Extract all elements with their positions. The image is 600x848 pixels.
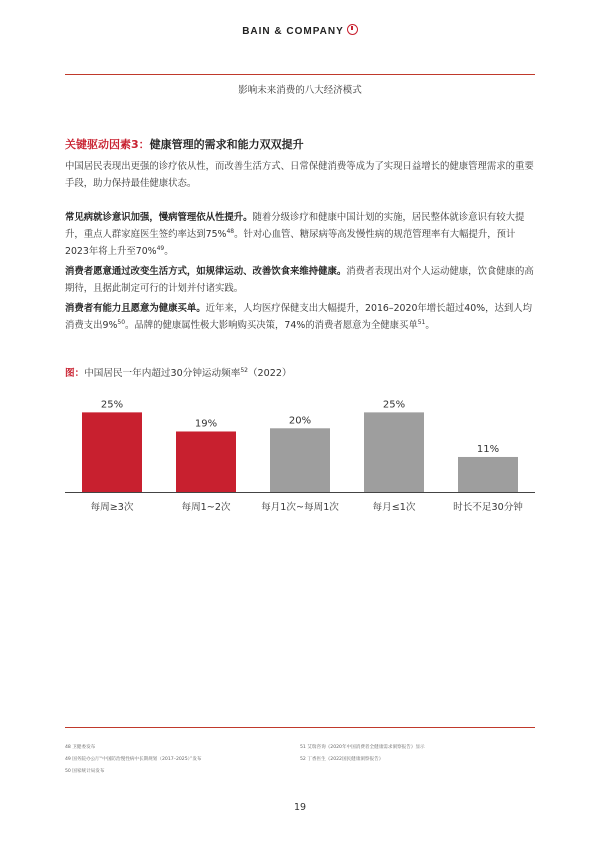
bar-1 (82, 412, 142, 492)
brand-mark-icon (347, 24, 358, 35)
value-label-1: 25% (100, 399, 124, 411)
footnote-ref-49: 49 (156, 244, 165, 252)
point-1-lead: 常见病就诊意识加强，慢病管理依从性提升。 (65, 212, 253, 223)
footnote-ref-51: 51 (417, 318, 426, 326)
category-label-3: 每月1次~每周1次 (261, 502, 339, 513)
point-2-lead: 消费者愿意通过改变生活方式，如规律运动、改善饮食来维持健康。 (65, 266, 347, 277)
point-3-text2: 。品牌的健康属性极大影响购买决策，74%的消费者愿意为全健康买单 (125, 320, 418, 331)
category-label-1: 每周≥3次 (90, 502, 134, 513)
running-header: 影响未来消费的八大经济模式 (238, 85, 362, 96)
point-2 (65, 263, 535, 297)
footnote-ref-50: 50 (117, 318, 126, 326)
point-1 (65, 209, 535, 260)
point-1-text2: 。针对心血管、糖尿病等高发慢性病的规范管理率有大幅提升，预计2023年将上升至70% (65, 229, 516, 257)
footnote-right-2: 52 丁香医生《2022国民健康洞察报告》 (300, 757, 384, 762)
value-label-2: 19% (194, 418, 218, 430)
value-label-3: 20% (288, 415, 312, 427)
footnote-left-3: 50 国家统计局发布 (65, 769, 105, 774)
footnote-left-1: 48 卫健委发布 (65, 745, 96, 750)
page-number: 19 (293, 802, 307, 813)
exercise-frequency-chart (65, 382, 535, 532)
point-3-lead: 消费者有能力且愿意为健康买单。 (65, 303, 206, 314)
intro-paragraph: 中国居民表现出更强的诊疗依从性，而改善生活方式、日常保健消费等成为了实现日益增长的健康管理需求的重要手段，助力保持最佳健康状态。 (65, 161, 534, 189)
figure-label: 图： (65, 368, 85, 379)
brand-logo: BAIN & COMPANY (0, 24, 600, 37)
category-label-5: 时长不足30分钟 (453, 502, 523, 513)
figure-title-text: 中国居民一年内超过30分钟运动频率 (84, 368, 241, 379)
section-title-text: 健康管理的需求和能力双双提升 (149, 138, 304, 151)
point-3 (65, 300, 535, 334)
point-1-text: 随着分级诊疗和健康中国计划的实施，居民整体就诊意识有较大提升，重点人群家庭医生签约率达到75% (65, 212, 525, 240)
footnote-right-1: 51 艾瑞咨询《2020年中国消费者全健康需求洞察报告》显示 (300, 745, 425, 750)
bar-5 (458, 457, 518, 492)
category-label-2: 每周1~2次 (181, 502, 231, 513)
point-2-text: 消费者表现出对个人运动健康，饮食健康的高期待，且据此制定可行的计划并付诸实践。 (65, 266, 534, 294)
footnote-left-2: 49 国务院办公厅“中国防治慢性病中长期规划（2017–2025）”发布 (65, 757, 202, 762)
bar-3 (270, 428, 330, 492)
figure-title (65, 365, 292, 379)
value-label-4: 25% (382, 399, 406, 411)
point-3-text: 近年来，人均医疗保健支出大幅提升，2016–2020年增长超过40%，达到人均消费支出9% (65, 303, 533, 331)
value-label-5: 11% (476, 443, 500, 455)
footnote-ref-48: 48 (226, 227, 235, 235)
bar-2 (176, 431, 236, 492)
figure-year: （2022） (247, 368, 292, 379)
header-rule (65, 74, 535, 75)
footnote-ref-52: 52 (240, 366, 248, 374)
section-prefix: 关键驱动因素3： (65, 138, 150, 151)
section-title (65, 136, 304, 152)
bar-4 (364, 412, 424, 492)
footnote-rule (65, 727, 535, 728)
point-1-end: 。 (164, 246, 174, 257)
point-3-end: 。 (425, 320, 435, 331)
category-label-4: 每月≤1次 (372, 502, 416, 513)
